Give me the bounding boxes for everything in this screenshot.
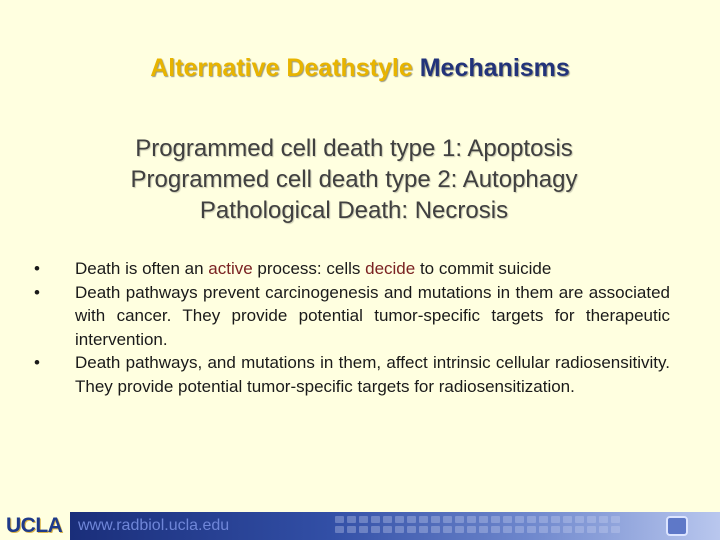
subtitle-line-2: Programmed cell death type 2: Autophagy <box>130 166 578 193</box>
decoration-square <box>539 526 548 533</box>
decoration-square <box>587 526 596 533</box>
decoration-square <box>551 516 560 523</box>
subtitle-block <box>0 133 708 226</box>
decoration-square <box>359 516 368 523</box>
decoration-square <box>335 526 344 533</box>
decoration-square <box>479 526 488 533</box>
bullet-list <box>30 257 670 398</box>
decoration-square <box>587 516 596 523</box>
decoration-square <box>371 516 380 523</box>
footer-decoration <box>335 516 620 533</box>
subtitle-line-3: Pathological Death: Necrosis <box>199 197 509 224</box>
subtitle-line-1: Programmed cell death type 1: Apoptosis <box>135 135 573 162</box>
bullet-1-highlight-active: active <box>208 259 253 278</box>
bullet-3-text: Death pathways, and mutations in them, affect intrinsic cellular radiosensitivity. They provide potential tumor-specific targets for radiosensitization. <box>75 353 670 396</box>
bullet-item-3 <box>30 351 670 398</box>
decoration-square <box>467 526 476 533</box>
decoration-square <box>407 526 416 533</box>
slide-nav-icon[interactable] <box>666 516 688 536</box>
decoration-square <box>503 516 512 523</box>
decoration-square <box>455 516 464 523</box>
decoration-square <box>563 526 572 533</box>
ucla-logo: UCLA <box>6 514 63 537</box>
decoration-square <box>611 516 620 523</box>
decoration-square <box>371 526 380 533</box>
decoration-square <box>383 516 392 523</box>
decoration-square <box>575 526 584 533</box>
slide-title <box>0 54 720 83</box>
decoration-square <box>575 516 584 523</box>
decoration-square <box>527 526 536 533</box>
decoration-square <box>479 516 488 523</box>
decoration-square <box>347 516 356 523</box>
decoration-square <box>359 526 368 533</box>
bullet-marker: • <box>34 353 40 372</box>
decoration-square <box>527 516 536 523</box>
decoration-square <box>491 526 500 533</box>
bullet-item-2 <box>30 281 670 352</box>
bullet-1-highlight-decide: decide <box>365 259 416 278</box>
footer-url-link[interactable]: www.radbiol.ucla.edu <box>78 517 230 534</box>
title-part-2: Mechanisms <box>419 54 570 82</box>
decoration-square <box>611 526 620 533</box>
bullet-marker: • <box>34 282 40 302</box>
decoration-square <box>419 526 428 533</box>
decoration-square <box>383 526 392 533</box>
decoration-square <box>539 516 548 523</box>
decoration-square <box>599 526 608 533</box>
bullet-2-text: Death pathways prevent carcinogenesis and mutations in them are associated with cancer. They provide potential tumor-specific targets for therapeutic intervention. <box>75 282 670 349</box>
decoration-square <box>491 516 500 523</box>
decoration-square <box>431 526 440 533</box>
decoration-square <box>599 516 608 523</box>
decoration-square <box>503 526 512 533</box>
decoration-square <box>443 526 452 533</box>
decoration-square <box>563 516 572 523</box>
decoration-square <box>395 526 404 533</box>
decoration-square <box>551 526 560 533</box>
decoration-square <box>455 526 464 533</box>
decoration-square <box>395 516 404 523</box>
decoration-square <box>515 516 524 523</box>
decoration-square <box>515 526 524 533</box>
decoration-square <box>431 516 440 523</box>
title-part-1: Alternative Deathstyle <box>150 54 420 82</box>
bullet-marker: • <box>34 259 40 278</box>
decoration-square <box>335 516 344 523</box>
decoration-square <box>443 516 452 523</box>
decoration-square <box>419 516 428 523</box>
bullet-1-text-start: Death is often an <box>75 259 209 278</box>
decoration-square <box>347 526 356 533</box>
decoration-square <box>407 516 416 523</box>
bullet-1-text-end: to commit suicide <box>415 259 552 278</box>
bullet-1-text-middle: process: cells <box>252 259 366 278</box>
decoration-square <box>467 516 476 523</box>
bullet-item-1 <box>30 257 670 281</box>
